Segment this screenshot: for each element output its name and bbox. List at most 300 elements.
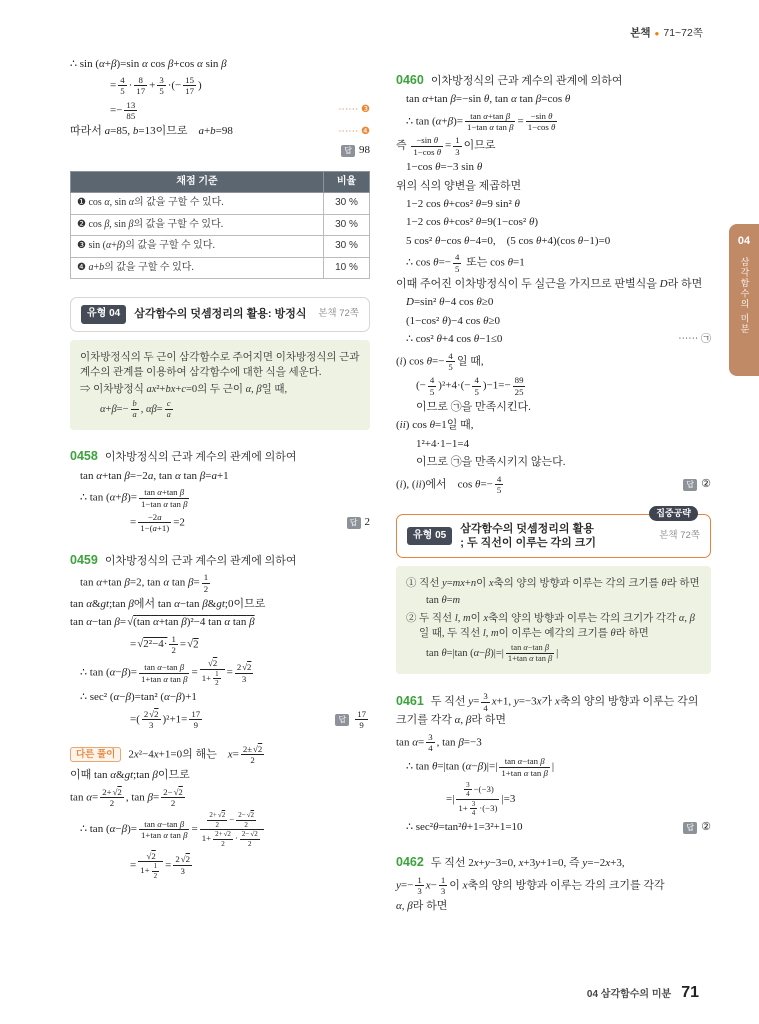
fx: tan <box>89 823 104 836</box>
fx: tan <box>70 616 84 629</box>
fden: 5 <box>455 263 460 274</box>
fraction <box>446 351 454 373</box>
math-line <box>70 124 370 140</box>
fraction <box>426 732 434 754</box>
fx: sin <box>468 93 482 106</box>
math-text: 1−2 cos θ+cos² θ=9(1−cos² θ) <box>406 216 539 229</box>
answer-value: ② <box>701 477 711 490</box>
em: θ <box>473 333 480 346</box>
em: α <box>523 643 528 653</box>
fnum: 2+√2 <box>215 830 231 839</box>
fnum: 4 <box>429 375 435 386</box>
fraction <box>355 709 368 731</box>
math-text: 따라서 a=85, b=13이므로 a+b=98 <box>70 125 233 138</box>
step-marker: ⋯⋯ ❹ <box>338 125 370 137</box>
rad: √ <box>253 743 258 754</box>
math-line <box>80 382 360 397</box>
fnum <box>200 658 225 670</box>
fraction <box>202 572 210 594</box>
fraction <box>134 75 147 97</box>
em: β <box>477 760 484 773</box>
em: β <box>124 469 130 482</box>
fraction <box>138 851 163 880</box>
math-line <box>396 474 711 496</box>
math-text: 0459 이차방정식의 근과 계수의 관계에 의하여 <box>70 552 297 567</box>
grading-table-header-cell: 비율 <box>324 171 370 193</box>
side-tab-number: 04 <box>737 235 751 247</box>
em: θ <box>442 314 448 327</box>
em: β <box>465 714 472 727</box>
em: θ <box>436 147 442 158</box>
em: β <box>202 597 208 610</box>
ratio-cell: 30 % <box>324 214 370 236</box>
type-title: 삼각함수의 덧셈정리의 활용 ; 두 직선이 이루는 각의 크기 <box>460 522 597 549</box>
fx: tan <box>415 760 430 773</box>
em: αβ <box>145 404 157 416</box>
fraction <box>213 830 233 848</box>
em: x <box>518 857 524 870</box>
em: β <box>540 756 545 767</box>
em: θ <box>441 595 447 607</box>
fraction <box>124 100 137 122</box>
criterion-cell: ❹ a+b의 값을 구할 수 있다. <box>71 257 324 279</box>
math-line <box>396 400 711 416</box>
fden: 5 <box>448 362 453 373</box>
fden: 2 <box>203 583 209 594</box>
fx: tan <box>504 756 516 767</box>
problem <box>70 447 370 534</box>
math-text: ∴ tan θ=|tan (α−β)|=| $\frac{\text{tan α−tan β}}{\text{1+tan α tan β}}$ | <box>406 756 555 778</box>
rad: √ <box>242 662 248 673</box>
rad: √ <box>250 830 255 839</box>
fx: tan <box>170 498 181 509</box>
concept-box <box>396 566 711 674</box>
math-text: 0460 이차방정식의 근과 계수의 관계에 의하여 <box>396 73 623 87</box>
condition-marker: ⋯⋯ ㉠ <box>678 333 711 345</box>
fnum: 2+√2 <box>209 811 226 820</box>
fraction <box>453 135 461 157</box>
rad: √ <box>223 830 228 839</box>
em: x <box>133 748 139 761</box>
math-text: = $\frac{-2a}{1-(a+1)}$ =2 <box>130 511 185 534</box>
em: α <box>141 57 148 70</box>
fraction <box>464 781 472 799</box>
fden: 3 <box>455 147 460 158</box>
math-line <box>396 314 711 330</box>
fnum: 2−√2 <box>241 830 258 839</box>
fx: tan <box>171 576 186 589</box>
em: β <box>505 110 511 121</box>
fx: cos <box>415 333 431 346</box>
fx: tan <box>70 791 84 804</box>
em: β <box>111 57 117 70</box>
fnum: tan α−tan β <box>506 643 554 654</box>
em: α <box>511 93 517 106</box>
rad: √ <box>146 850 152 861</box>
ovl: 2 <box>212 658 218 669</box>
fx: tan <box>516 654 528 664</box>
math-text: 1²+4·1−1=4 <box>416 437 470 450</box>
em: α <box>473 648 480 660</box>
math-line <box>406 576 701 591</box>
fx: sin <box>126 57 140 70</box>
em: θ <box>443 197 449 210</box>
em: α <box>163 673 168 684</box>
em: α <box>109 666 116 679</box>
fnum: 1 <box>417 874 422 885</box>
fnum: 1 <box>171 633 176 644</box>
fnum: −sin θ <box>526 111 558 123</box>
em: α <box>86 597 92 610</box>
em: α <box>109 491 116 504</box>
math-text: ∴ sec²θ=tan²θ+1=3²+1=10 <box>406 821 523 834</box>
math-line <box>406 643 701 664</box>
solution-lines <box>70 57 370 159</box>
fx: sec <box>89 691 104 704</box>
fraction <box>495 474 503 496</box>
fraction <box>100 787 124 809</box>
em: β <box>167 57 174 70</box>
math-line <box>396 252 711 274</box>
fnum <box>138 851 163 863</box>
em: gt <box>124 769 134 782</box>
fx: cos <box>465 314 481 327</box>
em: β <box>116 240 122 251</box>
math-text: 이때 tan α&gt;tan β이므로 <box>70 769 190 782</box>
fden: 3 <box>241 673 247 684</box>
em: α <box>529 654 534 664</box>
math-line <box>396 295 711 311</box>
math-line <box>396 71 711 90</box>
em: β <box>458 736 464 749</box>
fraction <box>152 862 160 880</box>
math-line <box>396 899 711 915</box>
em: a <box>157 511 162 522</box>
fden: 1−tan α tan β <box>466 122 514 133</box>
math-line <box>70 768 370 784</box>
fx: tan <box>454 648 468 660</box>
problem <box>396 691 711 836</box>
fx: tan <box>442 736 456 749</box>
em: α <box>465 760 472 773</box>
math-text: tan α+tan β=−sin θ, tan α tan β=cos θ <box>406 93 571 106</box>
em: α <box>164 691 170 704</box>
answer-value <box>353 709 370 731</box>
em: β <box>152 769 158 782</box>
rad: √ <box>187 638 194 651</box>
em: θ <box>577 234 584 247</box>
em: β <box>188 576 194 589</box>
orange-dot-icon: ● <box>654 28 660 38</box>
book-page-ref: 본책 72쪽 <box>318 308 359 320</box>
fx: tan <box>150 830 162 841</box>
problem <box>396 71 711 496</box>
fx: sin <box>461 161 475 174</box>
math-text: α+β=− $\frac{b}{a}$ , αβ= $\frac{c}{a}$ <box>100 399 171 420</box>
fx: cos <box>537 122 549 133</box>
math-text: D=sin² θ−4 cos θ≥0 <box>406 296 494 309</box>
fnum: 17 <box>191 708 201 719</box>
em: a <box>152 523 157 534</box>
math-line <box>396 351 711 373</box>
em: a <box>166 410 171 420</box>
answer-icon: 답 <box>335 714 349 726</box>
fden: 3 <box>440 886 446 897</box>
fden: 85 <box>126 111 136 122</box>
fnum: 2±√2 <box>242 743 263 754</box>
math-text: tan α= $\frac{3}{4}$ , tan β=−3 <box>396 731 482 754</box>
em: θ <box>433 135 439 146</box>
em: β <box>183 830 188 841</box>
math-line <box>70 469 370 485</box>
math-text: ∴ cos θ=− $\frac{4}{5}$ 또는 cos θ=1 <box>406 252 525 274</box>
math-line <box>70 447 370 466</box>
em: θ <box>661 578 667 590</box>
fden: 1+ $\frac{1}{2}$ <box>201 669 219 688</box>
fnum: tan α+tan β <box>139 487 190 499</box>
em: β <box>147 791 153 804</box>
fnum: 15 <box>185 74 195 85</box>
fraction <box>213 670 221 688</box>
math-line <box>70 75 370 97</box>
fden: 2 <box>248 839 252 848</box>
footer <box>587 981 699 1004</box>
em: θ <box>431 760 438 773</box>
fx: tan <box>158 469 173 482</box>
em: l <box>482 627 486 639</box>
fx: tan <box>530 767 542 778</box>
fx: tan <box>98 616 112 629</box>
fx: tan <box>434 93 448 106</box>
math-text: 위의 식의 양변을 제곱하면 <box>396 179 522 192</box>
answer <box>677 477 711 493</box>
fraction <box>139 487 190 509</box>
problem-number: 0460 <box>396 73 424 87</box>
answer <box>677 820 711 836</box>
fx: tan <box>140 691 155 704</box>
fden <box>131 410 139 420</box>
math-line <box>396 756 711 778</box>
fx: tan <box>532 643 543 653</box>
em: α <box>104 197 110 208</box>
fraction <box>200 811 264 848</box>
em: θ <box>475 478 481 491</box>
fx: tan <box>406 93 420 106</box>
fx: tan <box>157 597 172 610</box>
type-title: 삼각함수의 덧셈정리의 활용: 방정식 <box>134 308 307 321</box>
em: θ <box>443 216 449 229</box>
em: y <box>535 857 541 870</box>
em: c <box>166 399 171 409</box>
fnum: 2+√2 <box>102 786 122 797</box>
em: β <box>104 218 110 230</box>
math-text: (ii) cos θ=1일 때, <box>396 419 474 432</box>
grading-table-row <box>71 236 370 258</box>
math-line <box>70 658 370 687</box>
em: β <box>544 643 550 653</box>
em: ii <box>399 419 406 432</box>
fx: cos <box>150 57 166 70</box>
fx: cos <box>560 234 576 247</box>
fx: tan <box>150 673 162 684</box>
em: gt <box>100 597 110 610</box>
ovl: 2 <box>254 830 258 839</box>
fden: 2 <box>221 839 225 848</box>
math-line <box>70 143 370 159</box>
fnum: 17 <box>357 708 366 719</box>
em: β <box>179 818 185 829</box>
fx: tan <box>511 643 522 653</box>
fraction <box>131 399 139 420</box>
em: β <box>125 691 131 704</box>
fraction <box>139 662 190 684</box>
problem-number: 0462 <box>396 855 424 870</box>
em: β <box>450 93 456 106</box>
math-line <box>70 744 370 766</box>
fx: tan <box>166 662 178 673</box>
math-line <box>396 160 711 176</box>
em: α <box>435 115 442 128</box>
fden: 9 <box>193 720 198 731</box>
em: θ <box>507 256 513 269</box>
answer <box>335 143 370 159</box>
em: b <box>99 261 105 273</box>
fx: tan <box>527 756 538 767</box>
em: α <box>489 122 494 133</box>
book-page-ref: 본책 72쪽 <box>659 530 700 542</box>
fx: tan <box>232 616 247 629</box>
fx: tan <box>496 122 507 133</box>
math-text: α, β라 하면 <box>396 900 448 913</box>
fden: 1−cos θ <box>413 147 442 158</box>
fden: 17 <box>136 86 146 97</box>
fnum: tan α−tan β <box>139 819 190 831</box>
em: α <box>157 818 162 829</box>
fx: cos <box>425 197 441 210</box>
em: β <box>183 673 188 684</box>
fden: 4 <box>428 743 433 754</box>
em: x <box>536 695 542 708</box>
criterion-cell: ❷ cos β, sin β의 값을 구할 수 있다. <box>71 214 324 236</box>
ovl: 2 <box>117 786 122 797</box>
fx: cos <box>455 216 470 229</box>
fx: tan <box>519 93 533 106</box>
left-column <box>70 54 370 918</box>
em: β <box>111 404 117 416</box>
fraction <box>157 75 165 97</box>
fx: cos <box>490 256 505 269</box>
em: y <box>468 695 474 708</box>
em: θ <box>548 110 553 121</box>
math-text: ∴ tan (α−β)= $\frac{\text{tan α−tan β}}{\text{1+tan α tan β}}$ = $\frac{2+√2}{2}$ − $\frac{2-√2}{2}$ 1+ $\frac{2+√2}{2}$ · $\frac{2-√2}{2}$ <box>80 811 266 848</box>
math-line <box>396 135 711 157</box>
grading-table-row <box>71 193 370 215</box>
grading-table-header-row <box>71 171 370 193</box>
math-line <box>396 418 711 434</box>
em: α <box>113 691 120 704</box>
em: β <box>181 616 187 629</box>
focus-badge: 집중공략 <box>649 506 698 521</box>
math-line <box>406 611 701 641</box>
fx: tan <box>426 648 439 660</box>
em: β <box>114 616 120 629</box>
em: b <box>132 125 139 138</box>
fden: 1−(a+1) <box>140 523 170 534</box>
problem-number: 0461 <box>396 693 424 708</box>
fx: sin <box>535 110 546 121</box>
fden: 2 <box>215 679 219 688</box>
em: α <box>96 469 102 482</box>
em: y <box>396 879 401 892</box>
fraction <box>183 75 196 97</box>
fx: cos <box>457 478 473 491</box>
fden: 25 <box>514 386 524 397</box>
em: a <box>211 469 217 482</box>
em: c <box>181 383 186 395</box>
fnum: 3 <box>428 731 433 742</box>
em: β <box>179 487 185 498</box>
fnum: 2√2 <box>175 854 190 865</box>
em: α <box>153 616 159 629</box>
fnum: 4 <box>448 350 453 361</box>
fnum: −sin θ <box>411 135 443 147</box>
content-columns <box>70 54 719 918</box>
math-text: 이므로 ㉠을 만족시키지 않는다. <box>416 456 566 469</box>
fden: 5 <box>474 386 479 397</box>
fnum: $\frac{3}{4}$ −(−3) <box>456 781 499 800</box>
fden: 1+ $\frac{2+√2}{2}$ · $\frac{2-√2}{2}$ <box>201 830 258 848</box>
em: β <box>407 900 413 913</box>
fx: tan <box>108 576 122 589</box>
fx: sin <box>421 135 432 146</box>
math-line <box>396 820 711 836</box>
fx: tan <box>415 115 430 128</box>
em: β <box>128 218 134 230</box>
fx: sin <box>114 218 126 230</box>
math-text: (1−cos² θ)−4 cos θ≥0 <box>406 314 501 327</box>
fden: 5 <box>120 86 125 97</box>
math-text: ∴ tan (α−β)= $\frac{\text{tan α−tan β}}{\text{1+tan α tan β}}$ = √2 1+ $\frac{1}{2}$ = $\frac{2√2}{3}$ <box>80 658 252 688</box>
fden: 2 <box>170 798 176 809</box>
math-line <box>396 197 711 213</box>
math-line <box>396 732 711 754</box>
fraction <box>465 111 516 133</box>
rad: √ <box>217 811 222 820</box>
fx: cos <box>412 419 427 432</box>
math-text: ① 직선 y=mx+n이 x축의 양의 방향과 이루는 각의 크기를 θ라 하면 <box>406 578 700 590</box>
fx: cos <box>425 216 441 229</box>
em: β <box>128 597 134 610</box>
em: a <box>104 125 111 138</box>
em: α <box>422 93 428 106</box>
fx: sin <box>420 296 434 309</box>
math-text: = √2 1+ $\frac{1}{2}$ = $\frac{2√2}{3}$ <box>130 850 190 880</box>
rad: √ <box>112 786 118 797</box>
fden: 2 <box>171 645 176 656</box>
fden: 2 <box>250 755 255 766</box>
right-column <box>396 54 711 918</box>
math-line <box>396 853 711 872</box>
fx: cos <box>422 147 435 158</box>
em: α <box>163 576 170 589</box>
fraction <box>142 709 161 731</box>
fnum: 3 <box>471 799 476 808</box>
fden: 5 <box>429 386 435 397</box>
math-text: 1−2 cos θ+cos² θ=9 sin² θ <box>406 197 520 210</box>
fx: cos <box>88 218 102 230</box>
em: β <box>509 122 514 133</box>
fx: cos <box>179 57 195 70</box>
